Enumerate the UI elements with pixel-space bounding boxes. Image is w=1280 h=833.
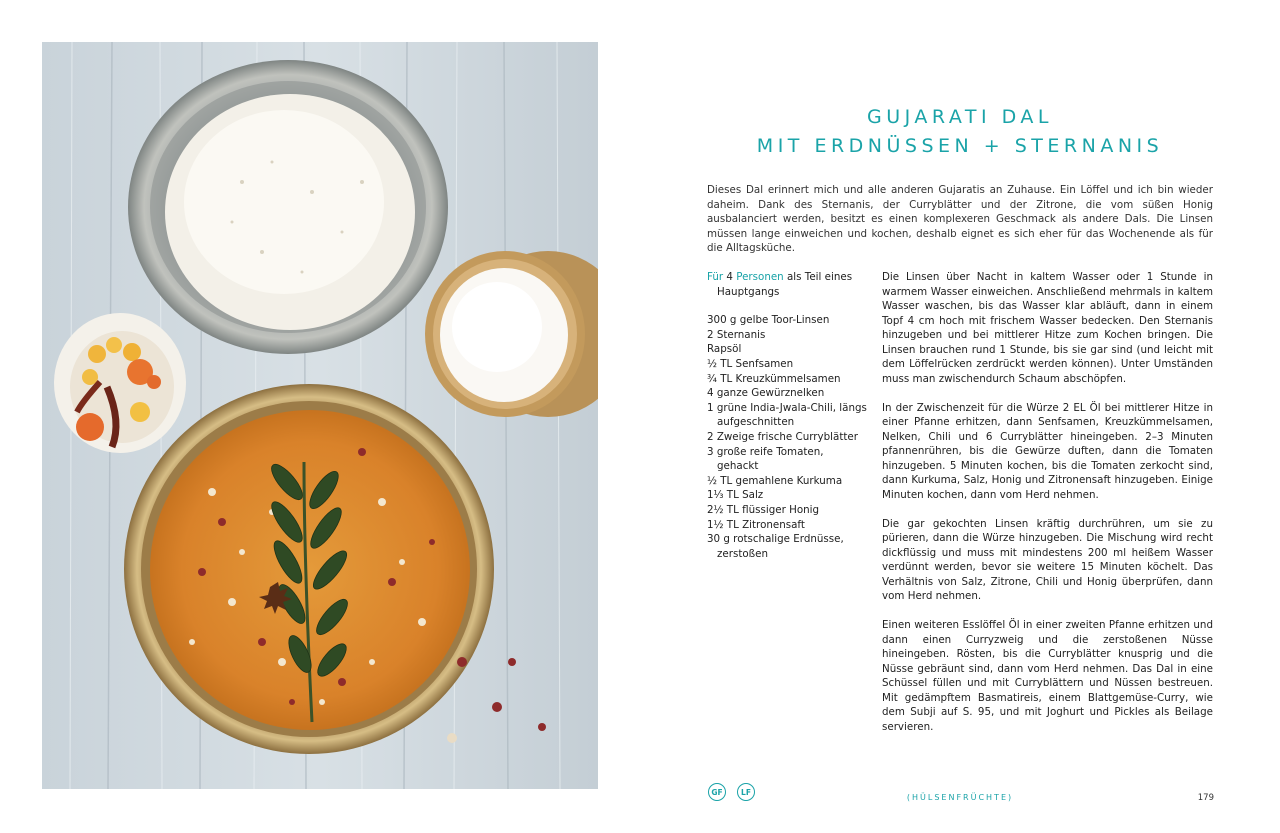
ingredient-item: ¾ TL Kreuzkümmelsamen: [707, 372, 841, 385]
servings-unit: Personen: [736, 271, 784, 283]
ingredient-item: 30 g rotschalige Erdnüsse, zerstoßen: [707, 533, 844, 560]
ingredient-item: 1 grüne India-Jwala-Chili, längs aufgeschnitten: [707, 401, 867, 429]
ingredient-item: 2 Zweige frische Curryblätter: [707, 430, 858, 443]
recipe-title-line2: MIT ERDNÜSSEN + STERNANIS: [756, 135, 1164, 157]
method-step: Die gar gekochten Linsen kräftig durchrühren, um sie zu pürieren, dann die Würze hinzugeben. Die Mischung wird recht dickflüssig und muss mit mindestens 200 ml heißem Wasser verdünnt werden, bevor sie weitere 15 Minuten köchelt. Das Verhältnis von Salz, Zitrone, Chili und Honig überprüfen, dann vom Herd nehmen.: [882, 517, 1213, 602]
ingredient-item: 3 große reife Tomaten, gehackt: [707, 445, 824, 473]
ingredient-item: 2 Sternanis: [707, 328, 766, 341]
recipe-intro: Dieses Dal erinnert mich und alle anderen Gujaratis an Zuhause. Ein Löffel und ich bin wieder daheim. Dank des Sternanis, der Curryblätter und der Zitrone, die vom süßen Honig ausbalanciert werden, besitzt es einen komplexeren Geschmack als andere Dals. Die Linsen müssen lange einweichen und kochen, deshalb eignet es sich eher für das Wochenende als für die Alltagsküche.: [707, 184, 1213, 255]
ingredients-column: [707, 270, 867, 561]
servings-prefix: Für: [707, 271, 724, 283]
method-column: [882, 270, 1213, 749]
gluten-free-badge: GF: [708, 783, 726, 801]
dal-photo: [42, 42, 598, 789]
servings: [707, 270, 867, 299]
method-step: Einen weiteren Esslöffel Öl in einer zweiten Pfanne erhitzen und dann einen Curryzweig und die zerstoßenen Nüsse hineingeben. Rösten, bis die Curryblätter knusprig und die Nüsse gebräunt sind, dann vom Herd nehmen. Das Dal in eine Schüssel füllen und mit Curryblättern und Nüssen bestreuen. Mit gedämpftem Basmatireis, einem Blattgemüse-Curry, wie dem Subji auf S. 95, und mit Joghurt und Pickles als Beilage servieren.: [882, 619, 1213, 733]
page-number: 179: [1197, 793, 1214, 803]
section-label: (HÜLSENFRÜCHTE): [906, 793, 1014, 802]
ingredient-item: 300 g gelbe Toor-Linsen: [707, 314, 830, 327]
method-step: Die Linsen über Nacht in kaltem Wasser oder 1 Stunde in warmem Wasser einweichen. Anschließend mehrmals in kaltem Wasser waschen, bis das Wasser klar abläuft, dann in einem Topf 4 cm hoch mit frischem Wasser bedecken. Den Sternanis hinzugeben und bei mittlerer Hitze zum Kochen bringen. Die Linsen brauchen rund 1 Stunde, bis sie gar sind (und leicht mit dem Löffelrücken zerdrückt werden können). Unter Umständen muss man zwischendurch Schaum abschöpfen.: [882, 271, 1213, 385]
servings-suffix: als Teil eines Hauptgangs: [717, 271, 853, 298]
ingredient-item: 4 ganze Gewürznelken: [707, 387, 825, 400]
ingredient-item: 1½ TL Zitronensaft: [707, 518, 805, 531]
ingredient-item: Rapsöl: [707, 343, 742, 356]
ingredient-item: ½ TL gemahlene Kurkuma: [707, 474, 843, 487]
ingredient-item: 1⅓ TL Salz: [707, 489, 764, 502]
method-step: In der Zwischenzeit für die Würze 2 EL Öl bei mittlerer Hitze in einer Pfanne erhitzen, dann Senfsamen, Kreuzkümmelsamen, Nelken, Chili und 6 Curryblätter hineingeben. 2–3 Minuten pfannenrühren, bis die Gewürze duften, dann die Tomaten hinzugeben. 5 Minuten kochen, bis die Tomaten zerkocht sind, dann Kurkuma, Salz, Honig und Zitronensaft hinzugeben. Einige Minuten kochen, dann vom Herd nehmen.: [882, 401, 1213, 501]
recipe-title: [700, 103, 1220, 161]
lactose-free-badge: LF: [737, 783, 755, 801]
recipe-title-line1: GUJARATI DAL: [867, 106, 1053, 128]
ingredient-item: ½ TL Senfsamen: [707, 357, 794, 370]
ingredient-list: [707, 313, 867, 561]
ingredient-item: 2½ TL flüssiger Honig: [707, 503, 820, 516]
servings-count: 4: [726, 271, 733, 283]
